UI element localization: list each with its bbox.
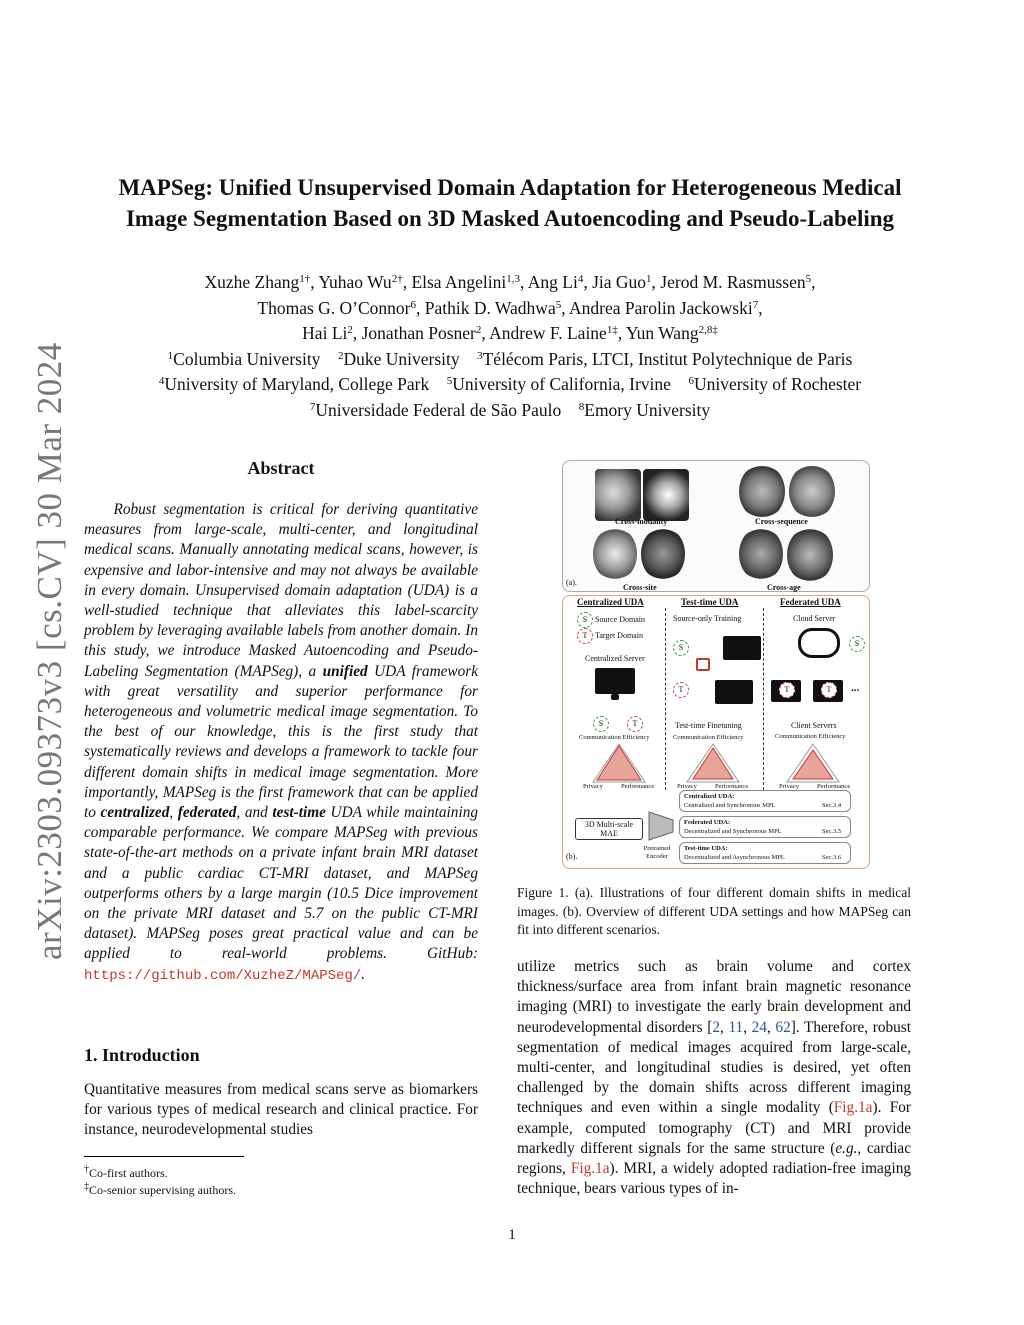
label-client-servers: Client Servers xyxy=(791,721,837,730)
abstract-text: , and xyxy=(236,804,273,822)
label-privacy: Privacy xyxy=(779,783,799,790)
label-comm-eff: Communication Efficiency xyxy=(673,734,744,741)
affil-sup: 5 xyxy=(446,375,453,387)
label-comm-eff: Communication Efficiency xyxy=(579,734,650,741)
author-sup: 1‡ xyxy=(606,324,618,336)
authors-line-2: Thomas G. O’Connor$^6$, Pathik D. Wadhwa$^5$, Andrea Parolin Jackowski$^7$, xyxy=(257,297,763,318)
abstract-text: , xyxy=(169,804,178,822)
affil-sup: 4 xyxy=(158,375,165,387)
abstract-emphasis: centralized xyxy=(100,804,170,822)
page-number: 1 xyxy=(508,1227,516,1243)
label-performance: Performance xyxy=(817,783,851,790)
monitor-stand xyxy=(611,694,619,700)
label-testtime-finetuning: Test-time Finetuning xyxy=(675,721,742,730)
affil-sup: 2 xyxy=(337,349,344,362)
author-sup: 6 xyxy=(410,298,416,311)
target-domain-icon: T xyxy=(821,682,837,698)
uda-box-sec: Sec.3.5 xyxy=(822,828,842,835)
label-mae: 3D Multi-scale MAE xyxy=(584,820,634,838)
affiliation: Duke University xyxy=(343,348,460,369)
author-sup: 7 xyxy=(752,298,759,311)
author-sup: 4 xyxy=(577,273,584,285)
figure-panel-b xyxy=(562,595,870,869)
author-sup: 5 xyxy=(805,273,812,285)
author: Jerod M. Rasmussen xyxy=(660,272,806,292)
affil-sup: 8 xyxy=(578,400,585,413)
github-link[interactable]: https://github.com/XuzheZ/MAPSeg/ xyxy=(84,967,362,984)
affiliation: University of California, Irvine xyxy=(452,374,671,394)
affil-sup: 7 xyxy=(309,400,316,413)
abstract-text: UDA framework with great versatility and superior performance for heterogeneous and volumetric medical image segmentation. To the best of our knowledge, this is the first study that systematically reviews and develops a framework to tackle four different domain shifts in medical image segmentation. More importantly, MAPSeg is the first framework that can be applied to xyxy=(84,662,479,822)
body-text: ]. Therefore, robust segmentation of medical images acquired from large-scale, multi-center, and longitudinal studies is desired, yet often challenged by the domain shifts across different imaging techniques and even within a single modality ( xyxy=(517,1018,911,1117)
affiliation: University of Maryland, College Park xyxy=(164,374,430,394)
figure-link[interactable]: Fig.1a xyxy=(833,1099,873,1117)
footnote-text: Co-first authors. xyxy=(89,1166,168,1180)
label-source-only: Source-only Training xyxy=(673,614,742,623)
citation-link[interactable]: 2 xyxy=(712,1018,720,1036)
uda-box-sec: Sec.3.4 xyxy=(822,802,842,809)
author: Xuzhe Zhang xyxy=(204,272,300,292)
ct-image xyxy=(643,469,689,521)
author: Yuhao Wu xyxy=(318,272,392,292)
footnote-mark: ‡ xyxy=(84,1181,89,1192)
author: Hai Li xyxy=(302,323,348,343)
radar-chart xyxy=(591,742,647,786)
label-privacy: Privacy xyxy=(583,783,603,790)
label-privacy: Privacy xyxy=(677,783,697,790)
monitor-icon xyxy=(723,636,761,660)
source-domain-icon: S xyxy=(593,716,609,732)
radar-chart xyxy=(785,742,841,786)
affiliations-line-1 xyxy=(60,345,960,371)
brain-image xyxy=(787,527,833,583)
affil-sup: 1 xyxy=(167,349,174,362)
body-text: , cardiac regions, xyxy=(517,1139,911,1178)
authors-line-1: Xuzhe Zhang$^{1\dagger}$, Yuhao $Wu^{2\dagger}$, Elsa Angelini$^{1,3}$, Ang Li$^4$, Jia Guo$^1$, Jerod M. Rasmussen$^5$, xyxy=(204,272,816,292)
affiliations-line-3 xyxy=(60,396,960,422)
mae-box xyxy=(575,818,643,840)
body-text: ). MRI, a widely adopted radiation-free imaging technique, bears various types of in- xyxy=(517,1160,912,1198)
uda-box-desc: Decentralized and Synchronous MPL xyxy=(684,828,782,835)
abstract-emphasis: federated xyxy=(177,804,237,822)
label-cross-site: Cross-site xyxy=(623,583,657,592)
brain-image xyxy=(739,527,783,581)
mri-image xyxy=(595,469,641,521)
label-comm-eff: Communication Efficiency xyxy=(775,733,846,740)
source-domain-icon: S xyxy=(673,640,689,656)
figure-link[interactable]: Fig.1a xyxy=(570,1160,610,1178)
citation-link[interactable]: 11 xyxy=(728,1018,744,1036)
author: Jonathan Posner xyxy=(361,323,476,343)
abstract-body xyxy=(84,500,478,986)
author: Ang Li xyxy=(527,272,578,292)
uda-box-title: Federated UDA: xyxy=(684,819,731,826)
author-block xyxy=(60,268,960,421)
label-cross-age: Cross-age xyxy=(767,583,801,592)
affiliation: University of Rochester xyxy=(693,374,862,394)
source-domain-icon: S xyxy=(849,636,865,652)
author-sup: 5 xyxy=(555,298,562,311)
affiliation: Columbia University xyxy=(173,348,321,369)
radar-chart xyxy=(685,742,741,786)
panel-a-label: (a). xyxy=(566,578,577,587)
body-text: , xyxy=(719,1018,729,1036)
uda-box-desc: Decentralized and Asynchronous MPL xyxy=(684,854,785,861)
body-text: e.g. xyxy=(835,1139,858,1157)
author: Pathik D. Wadhwa xyxy=(424,297,556,318)
lock-icon xyxy=(696,658,710,671)
author-sup: 1† xyxy=(299,273,311,285)
body-text: utilize metrics such as brain volume and cortex thickness/surface area from infant brain magnetic resonance imaging (MRI) to investigate the early brain development and neurodevelopmental disorders [ xyxy=(517,958,911,1036)
author: Andrea Parolin Jackowski xyxy=(569,297,753,318)
author: Yun Wang xyxy=(625,323,699,343)
affiliations-line-2 xyxy=(60,370,960,396)
monitor-icon xyxy=(715,680,753,704)
right-column-text xyxy=(517,957,911,1199)
uda-box xyxy=(679,790,851,812)
paper-title xyxy=(60,172,960,234)
citation-link[interactable]: 62 xyxy=(775,1018,791,1036)
label-centralized-uda: Centralized UDA xyxy=(577,597,644,607)
target-domain-icon: T xyxy=(779,682,795,698)
cloud-icon xyxy=(798,628,840,658)
author: Jia Guo xyxy=(592,272,647,292)
affil-sup: 3 xyxy=(477,349,483,362)
body-text: , xyxy=(766,1018,776,1036)
author-sup: 1,3 xyxy=(506,273,520,285)
ellipsis: ... xyxy=(851,682,860,694)
figure-1 xyxy=(562,460,868,868)
authors-line-3: Hai Li$^2$, Jonathan Posner$^2$, Andrew F. Laine$^{1\ddagger}$, Yun Wang$^{2,8\ddagger}$ xyxy=(302,323,718,343)
title-line-1: MAPSeg: Unified Unsupervised Domain Adaptation for Heterogeneous Medical xyxy=(118,175,902,200)
figure-panel-a xyxy=(562,460,870,592)
legend-target: Target Domain xyxy=(595,631,643,640)
label-performance: Performance xyxy=(621,783,655,790)
target-domain-icon: T xyxy=(577,628,593,644)
brain-image xyxy=(593,527,637,581)
label-cross-modality: Cross-modality xyxy=(615,517,668,526)
abstract-text: UDA while maintaining comparable performance. We compare MAPSeg with previous state-of-the-art methods on a private infant brain MRI dataset and a public cardiac CT-MRI dataset, and MAPSeg outperforms others by a large margin (10.5 Dice improvement on the private MRI dataset and 5.7 on the public CT-MRI dataset). MAPSeg poses great practical value and can be applied to real-world problems. GitHub: xyxy=(84,804,478,963)
section-heading: 1. Introduction xyxy=(84,1045,200,1065)
author: Thomas G. O’Connor xyxy=(257,297,411,318)
title-line-2: Image Segmentation Based on 3D Masked Autoencoding and Pseudo-Labeling xyxy=(125,206,895,231)
divider xyxy=(665,608,666,790)
author-sup: 2 xyxy=(347,324,353,336)
footnote xyxy=(84,1179,236,1198)
abstract-emphasis: unified xyxy=(322,662,368,680)
panel-b-label: (b). xyxy=(566,852,578,861)
brain-image xyxy=(739,464,785,519)
label-centralized-server: Centralized Server xyxy=(585,654,645,663)
uda-box-title: Test-time UDA: xyxy=(684,845,728,852)
label-cross-sequence: Cross-sequence xyxy=(755,517,808,526)
body-text: ). For example, computed tomography (CT) and MRI provide markedly different signals for the same structure ( xyxy=(517,1099,911,1157)
footnote-rule xyxy=(84,1156,244,1157)
label-performance: Performance xyxy=(715,783,749,790)
uda-box-sec: Sec.3.6 xyxy=(822,854,842,861)
label-federated-uda: Federated UDA xyxy=(780,597,841,607)
abstract-emphasis: test-time xyxy=(272,804,326,822)
label-pretrained-encoder: Pretrained Encoder xyxy=(643,845,671,860)
target-domain-icon: T xyxy=(627,716,643,732)
affil-sup: 6 xyxy=(688,375,694,387)
uda-box xyxy=(679,842,851,864)
author-sup: 2 xyxy=(475,324,482,336)
source-domain-icon: S xyxy=(577,612,593,628)
brain-image xyxy=(789,464,835,519)
arxiv-identifier: arXiv:2303.09373v3 [cs.CV] 30 Mar 2024 xyxy=(30,342,69,960)
monitor-icon xyxy=(595,668,635,694)
affiliation: Télécom Paris, LTCI, Institut Polytechnique de Paris xyxy=(482,348,853,369)
legend-source: Source Domain xyxy=(595,615,645,624)
uda-box-title: Centralized UDA: xyxy=(684,793,735,800)
target-domain-icon: T xyxy=(673,682,689,698)
affiliation: Universidade Federal de São Paulo xyxy=(315,399,562,420)
encoder-icon xyxy=(647,810,675,842)
affiliation: Emory University xyxy=(584,399,711,420)
author-sup: 2,8‡ xyxy=(698,324,718,336)
uda-box-desc: Centralized and Synchronous MPL xyxy=(684,802,776,809)
author: Elsa Angelini xyxy=(411,272,507,292)
brain-image xyxy=(641,527,685,581)
abstract-text: Robust segmentation is critical for deriving quantitative measures from large-scale, multi-center, and longitudinal medical scans. Manually annotating medical scans, however, is expensive and labor-intensive and may not always be available in every domain. Unsupervised domain adaptation (UDA) is a well-studied technique that alleviates this label-scarcity problem by leveraging available labels from another domain. In this study, we introduce Masked Autoencoding and Pseudo-Labeling Segmentation (MAPSeg), a xyxy=(84,501,479,680)
author: Andrew F. Laine xyxy=(489,323,607,343)
footnote-mark: † xyxy=(84,1164,89,1175)
author-sup: 1 xyxy=(646,273,652,285)
label-cloud-server: Cloud Server xyxy=(793,614,836,623)
footnote-text: Co-senior supervising authors. xyxy=(89,1183,236,1197)
uda-box xyxy=(679,816,851,838)
intro-paragraph: Quantitative measures from medical scans serve as biomarkers for various types of medical research and clinical practice. For instance, neurodevelopmental studies xyxy=(84,1081,478,1139)
body-text: , xyxy=(743,1018,752,1036)
abstract-heading: Abstract xyxy=(247,458,315,478)
divider xyxy=(763,608,764,790)
citation-link[interactable]: 24 xyxy=(751,1018,767,1036)
abstract-text: . xyxy=(361,965,366,983)
author-sup: 2† xyxy=(391,273,403,285)
figure-caption: Figure 1. (a). Illustrations of four different domain shifts in medical images. (b). Overview of different UDA settings and how MAPSeg can fit into different scenarios. xyxy=(517,885,911,937)
label-testtime-uda: Test-time UDA xyxy=(681,597,739,607)
